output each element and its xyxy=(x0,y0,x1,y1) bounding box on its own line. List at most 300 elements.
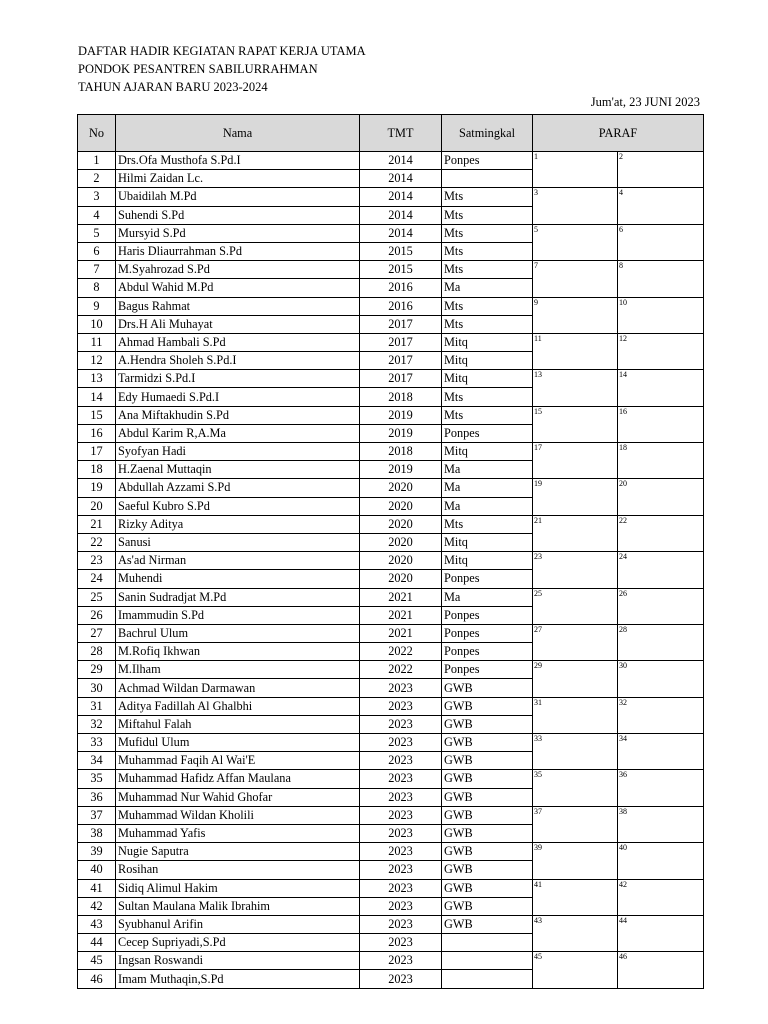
signature-cell-number: 34 xyxy=(619,734,627,743)
signature-cell-number: 18 xyxy=(619,443,627,452)
table-row xyxy=(78,915,704,933)
title-line-1: DAFTAR HADIR KEGIATAN RAPAT KERJA UTAMA xyxy=(78,44,366,58)
tmt-year: 2023 xyxy=(360,734,442,752)
row-number: 38 xyxy=(78,824,116,842)
row-number: 43 xyxy=(78,915,116,933)
member-name: Edy Humaedi S.Pd.I xyxy=(116,388,360,406)
signature-cell-right[interactable] xyxy=(618,770,704,806)
signature-cell-left[interactable] xyxy=(533,406,618,442)
signature-cell-right[interactable] xyxy=(618,152,704,188)
satmingkal-unit: GWB xyxy=(442,788,533,806)
signature-cell-right[interactable] xyxy=(618,879,704,915)
satmingkal-unit: Mts xyxy=(442,188,533,206)
tmt-year: 2016 xyxy=(360,297,442,315)
tmt-year: 2023 xyxy=(360,788,442,806)
member-name: M.Syahrozad S.Pd xyxy=(116,261,360,279)
tmt-year: 2018 xyxy=(360,443,442,461)
signature-cell-right[interactable] xyxy=(618,734,704,770)
column-header-paraf: PARAF xyxy=(533,115,704,152)
signature-cell-number: 24 xyxy=(619,552,627,562)
member-name: Drs.Ofa Musthofa S.Pd.I xyxy=(116,152,360,170)
tmt-year: 2017 xyxy=(360,315,442,333)
member-name: Cecep Supriyadi,S.Pd xyxy=(116,934,360,952)
signature-cell-left[interactable] xyxy=(533,952,618,988)
satmingkal-unit: Mitq xyxy=(442,533,533,551)
row-number: 18 xyxy=(78,461,116,479)
row-number: 37 xyxy=(78,806,116,824)
member-name: Abdul Karim R,A.Ma xyxy=(116,424,360,442)
signature-cell-right[interactable] xyxy=(618,624,704,660)
member-name: Abdullah Azzami S.Pd xyxy=(116,479,360,497)
satmingkal-unit: Ma xyxy=(442,588,533,606)
satmingkal-unit: GWB xyxy=(442,715,533,733)
row-number: 22 xyxy=(78,533,116,551)
tmt-year: 2023 xyxy=(360,679,442,697)
table-row xyxy=(78,734,704,752)
row-number: 5 xyxy=(78,224,116,242)
column-header-no: No xyxy=(78,115,116,152)
satmingkal-unit: Ponpes xyxy=(442,606,533,624)
signature-cell-left[interactable] xyxy=(533,370,618,406)
member-name: H.Zaenal Muttaqin xyxy=(116,461,360,479)
signature-cell-right[interactable] xyxy=(618,406,704,442)
row-number: 20 xyxy=(78,497,116,515)
row-number: 15 xyxy=(78,406,116,424)
row-number: 32 xyxy=(78,715,116,733)
column-header-satmingkal: Satmingkal xyxy=(442,115,533,152)
satmingkal-unit: GWB xyxy=(442,843,533,861)
tmt-year: 2014 xyxy=(360,224,442,242)
signature-cell-left[interactable] xyxy=(533,915,618,951)
row-number: 17 xyxy=(78,443,116,461)
row-number: 4 xyxy=(78,206,116,224)
row-number: 46 xyxy=(78,970,116,988)
signature-cell-left[interactable] xyxy=(533,843,618,879)
member-name: Muhammad Nur Wahid Ghofar xyxy=(116,788,360,806)
member-name: Mufidul Ulum xyxy=(116,734,360,752)
member-name: Muhammad Wildan Kholili xyxy=(116,806,360,824)
row-number: 40 xyxy=(78,861,116,879)
member-name: As'ad Nirman xyxy=(116,552,360,570)
signature-cell-number: 32 xyxy=(619,697,627,707)
signature-cell-left[interactable] xyxy=(533,661,618,697)
signature-cell-right[interactable] xyxy=(618,952,704,988)
member-name: Bagus Rahmat xyxy=(116,297,360,315)
member-name: Muhammad Hafidz Affan Maulana xyxy=(116,770,360,788)
row-number: 13 xyxy=(78,370,116,388)
signature-cell-left[interactable] xyxy=(533,879,618,915)
member-name: Tarmidzi S.Pd.I xyxy=(116,370,360,388)
member-name: Rizky Aditya xyxy=(116,515,360,533)
signature-cell-number: 41 xyxy=(534,879,542,889)
signature-cell-right[interactable] xyxy=(618,843,704,879)
row-number: 28 xyxy=(78,643,116,661)
satmingkal-unit: Mts xyxy=(442,406,533,424)
satmingkal-unit: Mts xyxy=(442,261,533,279)
signature-cell-number: 30 xyxy=(619,661,627,671)
signature-cell-number: 7 xyxy=(534,261,538,271)
signature-cell-left[interactable] xyxy=(533,588,618,624)
satmingkal-unit xyxy=(442,934,533,952)
table-row xyxy=(78,152,704,170)
signature-cell-number: 9 xyxy=(534,297,538,307)
satmingkal-unit: GWB xyxy=(442,752,533,770)
table-row xyxy=(78,697,704,715)
attendance-table xyxy=(77,114,704,989)
satmingkal-unit: Mts xyxy=(442,388,533,406)
row-number: 8 xyxy=(78,279,116,297)
row-number: 27 xyxy=(78,624,116,642)
signature-cell-number: 23 xyxy=(534,552,542,562)
tmt-year: 2023 xyxy=(360,934,442,952)
signature-cell-number: 10 xyxy=(619,297,627,307)
member-name: Suhendi S.Pd xyxy=(116,206,360,224)
member-name: Muhendi xyxy=(116,570,360,588)
member-name: Rosihan xyxy=(116,861,360,879)
row-number: 30 xyxy=(78,679,116,697)
member-name: Ubaidilah M.Pd xyxy=(116,188,360,206)
tmt-year: 2021 xyxy=(360,606,442,624)
row-number: 1 xyxy=(78,152,116,170)
signature-cell-left[interactable] xyxy=(533,152,618,188)
tmt-year: 2017 xyxy=(360,370,442,388)
signature-cell-number: 43 xyxy=(534,915,542,925)
signature-cell-left[interactable] xyxy=(533,552,618,588)
signature-cell-number: 11 xyxy=(534,333,542,343)
table-row xyxy=(78,879,704,897)
member-name: Achmad Wildan Darmawan xyxy=(116,679,360,697)
table-row xyxy=(78,624,704,642)
signature-cell-left[interactable] xyxy=(533,479,618,515)
satmingkal-unit: Mts xyxy=(442,242,533,260)
signature-cell-number: 2 xyxy=(619,152,623,161)
table-row xyxy=(78,406,704,424)
member-name: Sanusi xyxy=(116,533,360,551)
tmt-year: 2020 xyxy=(360,533,442,551)
table-row xyxy=(78,370,704,388)
signature-cell-right[interactable] xyxy=(618,915,704,951)
member-name: Nugie Saputra xyxy=(116,843,360,861)
tmt-year: 2018 xyxy=(360,388,442,406)
title-line-3: TAHUN AJARAN BARU 2023-2024 xyxy=(78,80,268,94)
signature-cell-left[interactable] xyxy=(533,443,618,479)
signature-cell-right[interactable] xyxy=(618,588,704,624)
tmt-year: 2023 xyxy=(360,897,442,915)
row-number: 29 xyxy=(78,661,116,679)
signature-cell-number: 39 xyxy=(534,843,542,853)
column-header-name: Nama xyxy=(116,115,360,152)
member-name: M.Ilham xyxy=(116,661,360,679)
satmingkal-unit: Mitq xyxy=(442,370,533,388)
member-name: Haris Dliaurrahman S.Pd xyxy=(116,242,360,260)
row-number: 31 xyxy=(78,697,116,715)
satmingkal-unit: Mts xyxy=(442,206,533,224)
signature-cell-number: 1 xyxy=(534,152,538,161)
tmt-year: 2014 xyxy=(360,170,442,188)
tmt-year: 2023 xyxy=(360,806,442,824)
satmingkal-unit: Ponpes xyxy=(442,152,533,170)
tmt-year: 2016 xyxy=(360,279,442,297)
member-name: Imam Muthaqin,S.Pd xyxy=(116,970,360,988)
signature-cell-number: 29 xyxy=(534,661,542,671)
signature-cell-number: 4 xyxy=(619,188,623,198)
row-number: 2 xyxy=(78,170,116,188)
row-number: 26 xyxy=(78,606,116,624)
row-number: 23 xyxy=(78,552,116,570)
tmt-year: 2017 xyxy=(360,352,442,370)
signature-cell-number: 37 xyxy=(534,806,542,816)
row-number: 9 xyxy=(78,297,116,315)
satmingkal-unit: Mitq xyxy=(442,333,533,351)
signature-cell-number: 3 xyxy=(534,188,538,198)
signature-cell-number: 33 xyxy=(534,734,542,743)
tmt-year: 2019 xyxy=(360,406,442,424)
satmingkal-unit: Ma xyxy=(442,479,533,497)
satmingkal-unit: Mitq xyxy=(442,552,533,570)
tmt-year: 2023 xyxy=(360,715,442,733)
member-name: Hilmi Zaidan Lc. xyxy=(116,170,360,188)
tmt-year: 2022 xyxy=(360,643,442,661)
table-row xyxy=(78,806,704,824)
satmingkal-unit: Mts xyxy=(442,315,533,333)
tmt-year: 2023 xyxy=(360,861,442,879)
row-number: 41 xyxy=(78,879,116,897)
signature-cell-number: 35 xyxy=(534,770,542,780)
signature-cell-number: 17 xyxy=(534,443,542,452)
tmt-year: 2020 xyxy=(360,515,442,533)
satmingkal-unit: Ponpes xyxy=(442,661,533,679)
tmt-year: 2019 xyxy=(360,461,442,479)
satmingkal-unit: GWB xyxy=(442,770,533,788)
table-row xyxy=(78,770,704,788)
row-number: 45 xyxy=(78,952,116,970)
satmingkal-unit: Ma xyxy=(442,461,533,479)
member-name: Sanin Sudradjat M.Pd xyxy=(116,588,360,606)
tmt-year: 2023 xyxy=(360,752,442,770)
tmt-year: 2023 xyxy=(360,697,442,715)
signature-cell-right[interactable] xyxy=(618,515,704,551)
row-number: 39 xyxy=(78,843,116,861)
member-name: Ana Miftakhudin S.Pd xyxy=(116,406,360,424)
tmt-year: 2020 xyxy=(360,570,442,588)
signature-cell-number: 15 xyxy=(534,406,542,416)
signature-cell-right[interactable] xyxy=(618,806,704,842)
row-number: 16 xyxy=(78,424,116,442)
attendance-rows xyxy=(78,152,704,989)
satmingkal-unit: GWB xyxy=(442,734,533,752)
satmingkal-unit: Ma xyxy=(442,497,533,515)
row-number: 33 xyxy=(78,734,116,752)
signature-cell-number: 26 xyxy=(619,588,627,598)
row-number: 12 xyxy=(78,352,116,370)
member-name: M.Rofiq Ikhwan xyxy=(116,643,360,661)
table-row xyxy=(78,188,704,206)
satmingkal-unit: Mts xyxy=(442,297,533,315)
signature-cell-number: 38 xyxy=(619,806,627,816)
signature-cell-right[interactable] xyxy=(618,333,704,369)
tmt-year: 2023 xyxy=(360,952,442,970)
signature-cell-number: 28 xyxy=(619,624,627,634)
row-number: 10 xyxy=(78,315,116,333)
signature-cell-number: 5 xyxy=(534,224,538,234)
tmt-year: 2019 xyxy=(360,424,442,442)
signature-cell-number: 13 xyxy=(534,370,542,380)
signature-cell-number: 12 xyxy=(619,333,627,343)
satmingkal-unit: Mts xyxy=(442,224,533,242)
signature-cell-left[interactable] xyxy=(533,224,618,260)
signature-cell-number: 22 xyxy=(619,515,627,525)
signature-cell-right[interactable] xyxy=(618,479,704,515)
table-row xyxy=(78,588,704,606)
signature-cell-number: 31 xyxy=(534,697,542,707)
member-name: Muhammad Yafis xyxy=(116,824,360,842)
signature-cell-left[interactable] xyxy=(533,697,618,733)
table-row xyxy=(78,443,704,461)
satmingkal-unit: GWB xyxy=(442,897,533,915)
satmingkal-unit: Ponpes xyxy=(442,570,533,588)
tmt-year: 2023 xyxy=(360,879,442,897)
row-number: 14 xyxy=(78,388,116,406)
signature-cell-number: 20 xyxy=(619,479,627,489)
member-name: Imammudin S.Pd xyxy=(116,606,360,624)
member-name: Sultan Maulana Malik Ibrahim xyxy=(116,897,360,915)
satmingkal-unit: GWB xyxy=(442,824,533,842)
member-name: Saeful Kubro S.Pd xyxy=(116,497,360,515)
satmingkal-unit xyxy=(442,952,533,970)
tmt-year: 2020 xyxy=(360,497,442,515)
signature-cell-left[interactable] xyxy=(533,297,618,333)
tmt-year: 2023 xyxy=(360,915,442,933)
tmt-year: 2014 xyxy=(360,188,442,206)
signature-cell-number: 25 xyxy=(534,588,542,598)
tmt-year: 2020 xyxy=(360,479,442,497)
signature-cell-left[interactable] xyxy=(533,806,618,842)
row-number: 42 xyxy=(78,897,116,915)
member-name: Drs.H Ali Muhayat xyxy=(116,315,360,333)
signature-cell-number: 40 xyxy=(619,843,627,853)
member-name: Syofyan Hadi xyxy=(116,443,360,461)
tmt-year: 2015 xyxy=(360,261,442,279)
tmt-year: 2022 xyxy=(360,661,442,679)
tmt-year: 2021 xyxy=(360,588,442,606)
tmt-year: 2023 xyxy=(360,824,442,842)
table-row xyxy=(78,552,704,570)
satmingkal-unit: GWB xyxy=(442,806,533,824)
row-number: 25 xyxy=(78,588,116,606)
signature-cell-number: 27 xyxy=(534,624,542,634)
signature-cell-right[interactable] xyxy=(618,661,704,697)
row-number: 11 xyxy=(78,333,116,351)
table-row xyxy=(78,515,704,533)
signature-cell-number: 8 xyxy=(619,261,623,271)
signature-cell-number: 16 xyxy=(619,406,627,416)
row-number: 7 xyxy=(78,261,116,279)
signature-cell-right[interactable] xyxy=(618,443,704,479)
table-row xyxy=(78,661,704,679)
signature-cell-left[interactable] xyxy=(533,515,618,551)
table-row xyxy=(78,952,704,970)
satmingkal-unit: Mitq xyxy=(442,352,533,370)
table-row xyxy=(78,333,704,351)
signature-cell-right[interactable] xyxy=(618,697,704,733)
signature-cell-left[interactable] xyxy=(533,188,618,224)
signature-cell-number: 21 xyxy=(534,515,542,525)
row-number: 6 xyxy=(78,242,116,260)
table-row xyxy=(78,843,704,861)
row-number: 36 xyxy=(78,788,116,806)
satmingkal-unit: Mts xyxy=(442,515,533,533)
title-line-2: PONDOK PESANTREN SABILURRAHMAN xyxy=(78,62,318,76)
member-name: A.Hendra Sholeh S.Pd.I xyxy=(116,352,360,370)
row-number: 44 xyxy=(78,934,116,952)
member-name: Ahmad Hambali S.Pd xyxy=(116,333,360,351)
tmt-year: 2014 xyxy=(360,206,442,224)
signature-cell-right[interactable] xyxy=(618,188,704,224)
row-number: 34 xyxy=(78,752,116,770)
signature-cell-number: 46 xyxy=(619,952,627,962)
member-name: Bachrul Ulum xyxy=(116,624,360,642)
signature-cell-left[interactable] xyxy=(533,770,618,806)
document-header xyxy=(78,42,366,96)
tmt-year: 2015 xyxy=(360,242,442,260)
tmt-year: 2023 xyxy=(360,970,442,988)
table-row xyxy=(78,297,704,315)
satmingkal-unit: Mitq xyxy=(442,443,533,461)
satmingkal-unit: GWB xyxy=(442,861,533,879)
signature-cell-number: 42 xyxy=(619,879,627,889)
signature-cell-right[interactable] xyxy=(618,297,704,333)
member-name: Muhammad Faqih Al Wai'E xyxy=(116,752,360,770)
signature-cell-right[interactable] xyxy=(618,224,704,260)
signature-cell-right[interactable] xyxy=(618,552,704,588)
satmingkal-unit: GWB xyxy=(442,679,533,697)
signature-cell-number: 14 xyxy=(619,370,627,380)
signature-cell-left[interactable] xyxy=(533,333,618,369)
signature-cell-number: 36 xyxy=(619,770,627,780)
member-name: Syubhanul Arifin xyxy=(116,915,360,933)
tmt-year: 2023 xyxy=(360,843,442,861)
tmt-year: 2023 xyxy=(360,770,442,788)
satmingkal-unit: Ponpes xyxy=(442,624,533,642)
satmingkal-unit xyxy=(442,170,533,188)
table-row xyxy=(78,261,704,279)
signature-cell-left[interactable] xyxy=(533,624,618,660)
satmingkal-unit xyxy=(442,970,533,988)
member-name: Sidiq Alimul Hakim xyxy=(116,879,360,897)
satmingkal-unit: Ponpes xyxy=(442,424,533,442)
row-number: 3 xyxy=(78,188,116,206)
satmingkal-unit: Ma xyxy=(442,279,533,297)
signature-cell-right[interactable] xyxy=(618,370,704,406)
satmingkal-unit: Ponpes xyxy=(442,643,533,661)
row-number: 24 xyxy=(78,570,116,588)
table-header-row xyxy=(78,115,704,152)
signature-cell-number: 44 xyxy=(619,915,627,925)
member-name: Mursyid S.Pd xyxy=(116,224,360,242)
member-name: Miftahul Falah xyxy=(116,715,360,733)
member-name: Abdul Wahid M.Pd xyxy=(116,279,360,297)
satmingkal-unit: GWB xyxy=(442,879,533,897)
signature-cell-number: 6 xyxy=(619,224,623,234)
signature-cell-left[interactable] xyxy=(533,261,618,297)
row-number: 21 xyxy=(78,515,116,533)
signature-cell-right[interactable] xyxy=(618,261,704,297)
row-number: 35 xyxy=(78,770,116,788)
signature-cell-left[interactable] xyxy=(533,734,618,770)
signature-cell-number: 45 xyxy=(534,952,542,962)
satmingkal-unit: GWB xyxy=(442,915,533,933)
tmt-year: 2020 xyxy=(360,552,442,570)
